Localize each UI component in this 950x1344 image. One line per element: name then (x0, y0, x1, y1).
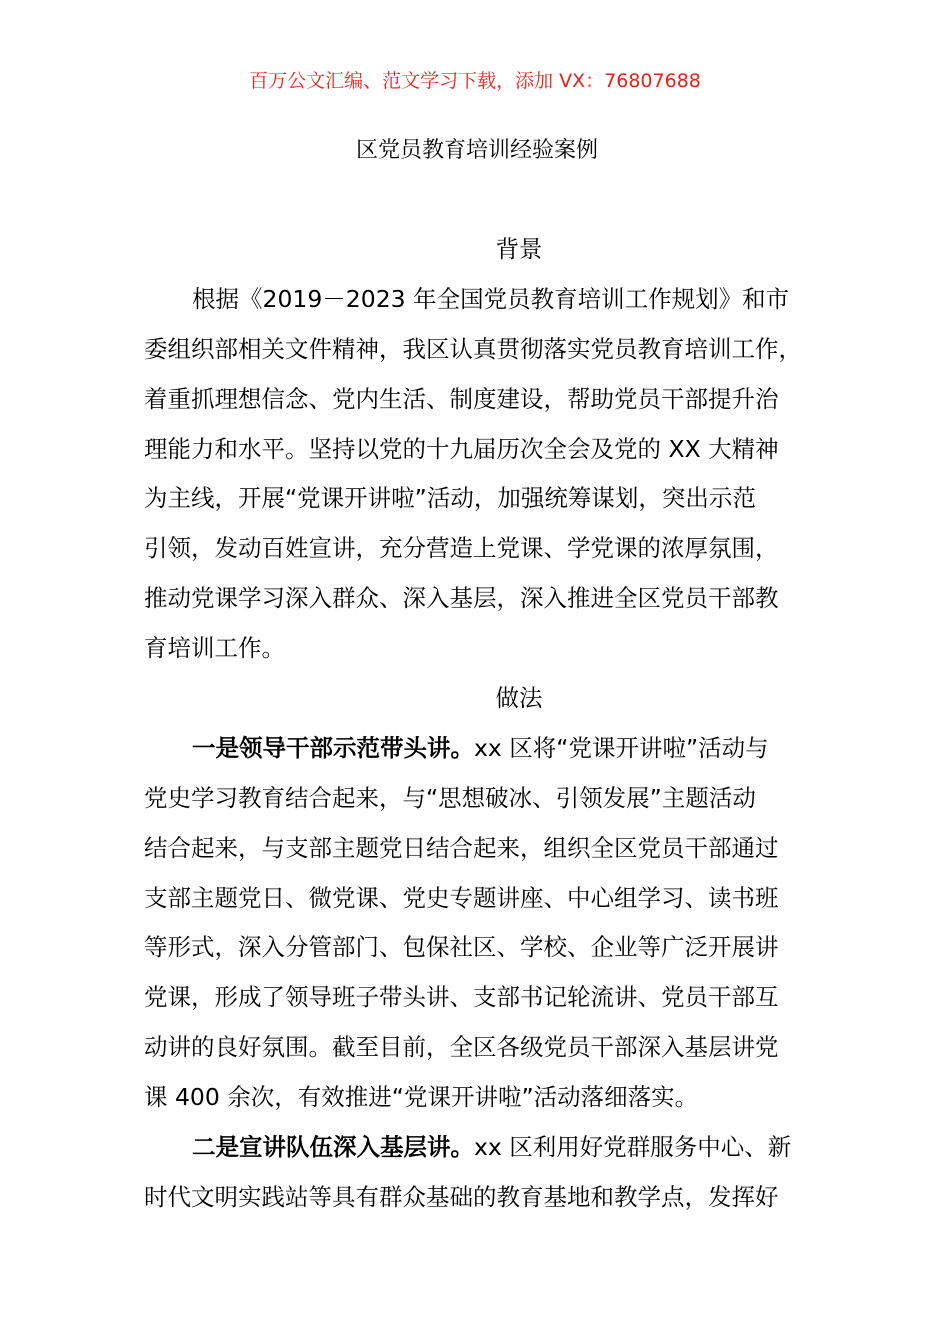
paragraph-line: 理能力和水平。坚持以党的十九届历次全会及党的 XX 大精神 (144, 434, 779, 463)
paragraph-line: 动讲的良好氛围。截至目前，全区各级党员干部深入基层讲党 (144, 1033, 779, 1062)
paragraph-line: 时代文明实践站等具有群众基础的教育基地和教学点，发挥好 (144, 1182, 779, 1211)
paragraph-line (144, 1123, 844, 1173)
paragraph-text: xx 区将“党课开讲啦”活动与 (474, 733, 769, 762)
practice-paragraph-2 (144, 1123, 844, 1223)
practice-paragraph-1 (144, 724, 844, 1123)
paragraph-line: 为主线，开展“党课开讲啦”活动，加强统筹谋划，突出示范 (144, 484, 756, 513)
paragraph-line: 党史学习教育结合起来，与“思想破冰、引领发展”主题活动 (144, 783, 756, 812)
document-body (144, 225, 844, 1223)
paragraph-line: 结合起来，与支部主题党日结合起来，组织全区党员干部通过 (144, 833, 779, 862)
paragraph-line (144, 724, 844, 774)
paragraph-line: 委组织部相关文件精神，我区认真贯彻落实党员教育培训工作， (144, 334, 802, 363)
paragraph-line: 党课，形成了领导班子带头讲、支部书记轮流讲、党员干部互 (144, 983, 779, 1012)
paragraph-text: xx 区利用好党群服务中心、新 (474, 1133, 792, 1162)
paragraph-line: 根据《2019－2023 年全国党员教育培训工作规划》和市 (192, 284, 790, 313)
paragraph-line: 引领，发动百姓宣讲，充分营造上党课、学党课的浓厚氛围， (144, 534, 779, 563)
paragraph-line: 支部主题党日、微党课、党史专题讲座、中心组学习、读书班 (144, 883, 779, 912)
section-heading-practice: 做法 (495, 684, 543, 713)
paragraph-lead: 二是宣讲队伍深入基层讲。 (192, 1133, 474, 1162)
background-paragraph (144, 275, 844, 674)
paragraph-line: 育培训工作。 (144, 634, 285, 663)
document-title: 区党员教育培训经验案例 (355, 138, 598, 163)
section-heading-background: 背景 (495, 235, 543, 263)
paragraph-lead: 一是领导干部示范带头讲。 (192, 733, 474, 762)
watermark-header: 百万公文汇编、范文学习下载，添加 VX：76807688 (249, 70, 701, 92)
paragraph-line: 推动党课学习深入群众、深入基层，深入推进全区党员干部教 (144, 584, 779, 613)
paragraph-line: 等形式，深入分管部门、包保社区、学校、企业等广泛开展讲 (144, 933, 779, 962)
paragraph-line: 课 400 余次，有效推进“党课开讲啦”活动落细落实。 (144, 1083, 699, 1112)
paragraph-line: 着重抓理想信念、党内生活、制度建设，帮助党员干部提升治 (144, 384, 779, 413)
